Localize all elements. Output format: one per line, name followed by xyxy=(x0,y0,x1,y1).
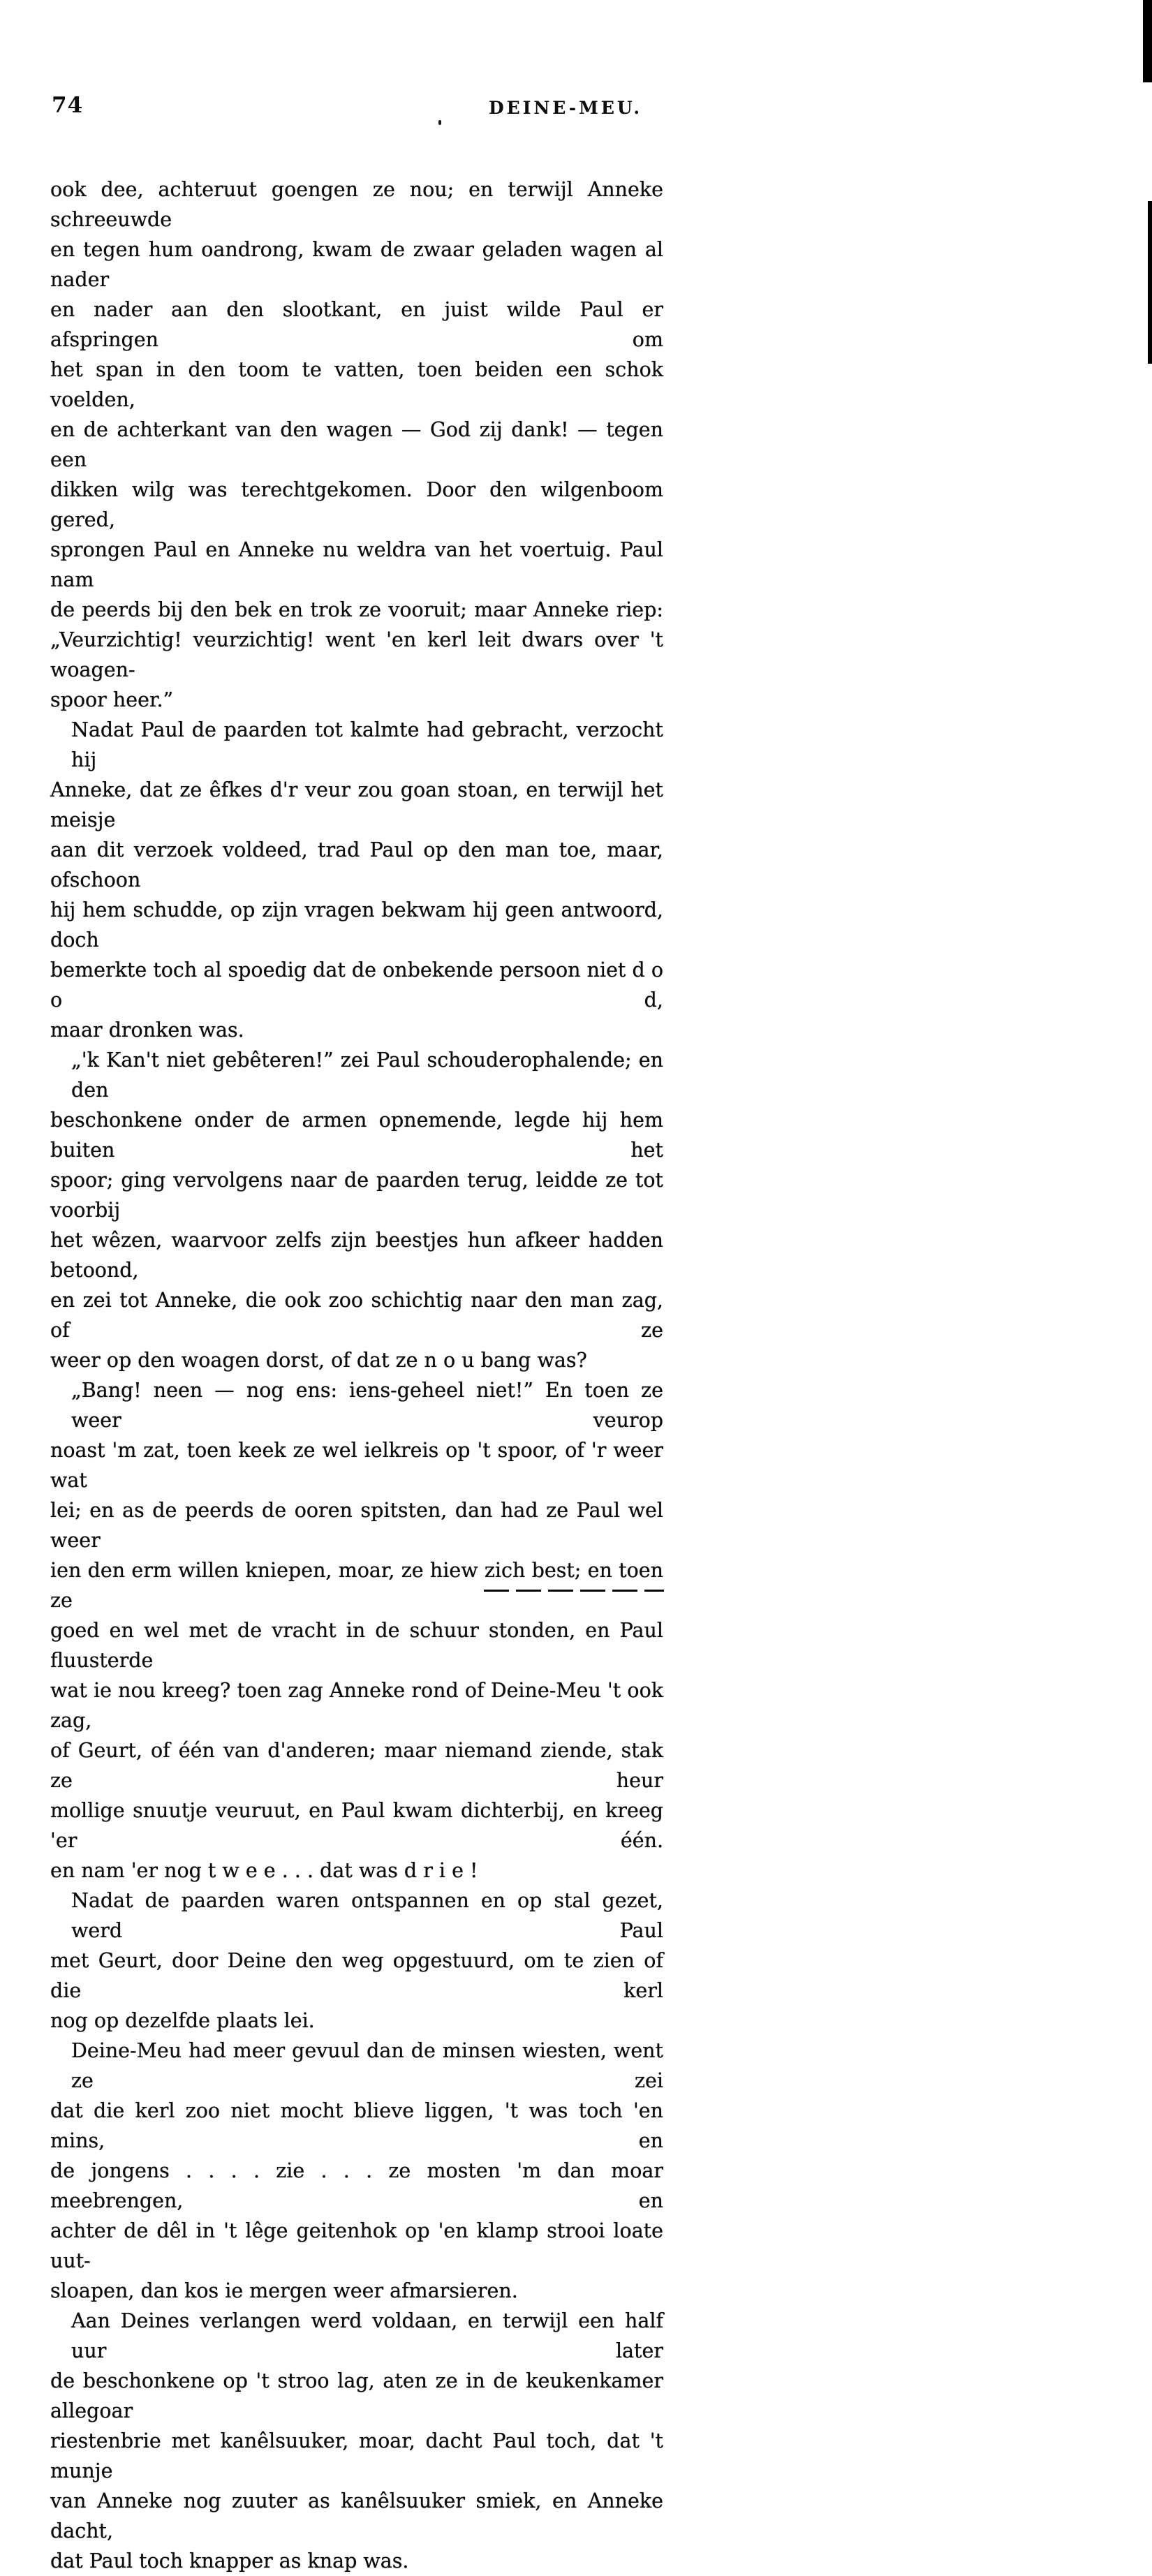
paragraph xyxy=(50,2306,663,2576)
text-line: en nam 'er nog t w e e . . . dat was d r i e ! xyxy=(50,1859,478,1882)
page-number: 74 xyxy=(52,93,84,118)
text-line: bemerkte toch al spoedig dat de onbekende persoon niet d o o d, xyxy=(50,958,663,1012)
text-line: sloapen, dan kos ie mergen weer afmarsieren. xyxy=(50,2279,518,2302)
scan-artifact-bar-mid xyxy=(1148,201,1152,364)
text-line: spoor; ging vervolgens naar de paarden terug, leidde ze tot voorbij xyxy=(50,1169,663,1222)
text-line: de beschonkene op 't stroo lag, aten ze in de keukenkamer allegoar xyxy=(50,2369,663,2422)
text-line: ook dee, achteruut goengen ze nou; en terwijl Anneke schreeuwde xyxy=(50,178,663,231)
text-line: dikken wilg was terechtgekomen. Door den wilgenboom gered, xyxy=(50,478,663,531)
text-line: „Bang! neen — nog ens: iens-geheel niet!” En toen ze weer veurop xyxy=(71,1379,663,1432)
text-line: „Veurzichtig! veurzichtig! went 'en kerl leit dwars over 't woagen- xyxy=(50,628,663,681)
text-line: dat Paul toch knapper as knap was. xyxy=(50,2549,409,2573)
paragraph xyxy=(50,1045,663,1375)
text-line: de jongens . . . . zie . . . ze mosten 'm dan moar meebrengen, en xyxy=(50,2159,663,2212)
text-line: Nadat de paarden waren ontspannen en op stal gezet, werd Paul xyxy=(71,1889,663,1942)
scan-artifact-speck xyxy=(438,120,441,125)
paragraph xyxy=(50,175,663,715)
text-line: nog op dezelfde plaats lei. xyxy=(50,2009,315,2032)
text-line: dat die kerl zoo niet mocht blieve liggen, 't was toch 'en mins, en xyxy=(50,2099,663,2152)
paragraph xyxy=(50,1886,663,2036)
text-line: riestenbrie met kanêlsuuker, moar, dacht Paul toch, dat 't munje xyxy=(50,2429,663,2482)
text-line: noast 'm zat, toen keek ze wel ielkreis op 't spoor, of 'r weer wat xyxy=(50,1439,663,1492)
text-line: van Anneke nog zuuter as kanêlsuuker smiek, en Anneke dacht, xyxy=(50,2489,663,2542)
text-line: maar dronken was. xyxy=(50,1019,244,1042)
scan-artifact-bar-top xyxy=(1143,0,1152,82)
text-line: Anneke, dat ze êfkes d'r veur zou goan stoan, en terwijl het meisje xyxy=(50,778,663,831)
text-line: Aan Deines verlangen werd voldaan, en terwijl een half uur later xyxy=(71,2309,663,2362)
text-line: de peerds bij den bek en trok ze vooruit; maar Anneke riep: xyxy=(50,598,663,621)
text-line: en nader aan den slootkant, en juist wilde Paul er afspringen om xyxy=(50,298,663,351)
text-line: en tegen hum oandrong, kwam de zwaar geladen wagen al nader xyxy=(50,238,663,291)
text-line: het span in den toom te vatten, toen beiden een schok voelden, xyxy=(50,358,663,411)
paragraph xyxy=(50,715,663,1045)
text-line: of Geurt, of één van d'anderen; maar niemand ziende, stak ze heur xyxy=(50,1739,663,1792)
text-line: en zei tot Anneke, die ook zoo schichtig naar den man zag, of ze xyxy=(50,1289,663,1342)
section-end-rule xyxy=(484,1590,664,1592)
text-line: weer op den woagen dorst, of dat ze n o u bang was? xyxy=(50,1349,587,1372)
text-block xyxy=(50,175,663,2576)
text-line: ien den erm willen kniepen, moar, ze hiew zich best; en toen ze xyxy=(50,1559,663,1612)
text-line: het wêzen, waarvoor zelfs zijn beestjes hun afkeer hadden betoond, xyxy=(50,1229,663,1282)
text-line: met Geurt, door Deine den weg opgestuurd, om te zien of die kerl xyxy=(50,1949,663,2002)
text-line: achter de dêl in 't lêge geitenhok op 'en klamp strooi loate uut- xyxy=(50,2219,663,2272)
paragraph xyxy=(50,2036,663,2306)
text-line: en de achterkant van den wagen — God zij dank! — tegen een xyxy=(50,418,663,471)
text-line: aan dit verzoek voldeed, trad Paul op den man toe, maar, ofschoon xyxy=(50,838,663,891)
running-title: DEINE-MEU. xyxy=(489,98,643,118)
text-line: Nadat Paul de paarden tot kalmte had gebracht, verzocht hij xyxy=(71,718,663,771)
text-line: hij hem schudde, op zijn vragen bekwam hij geen antwoord, doch xyxy=(50,898,663,952)
text-line: Deine-Meu had meer gevuul dan de minsen wiesten, went ze zei xyxy=(71,2039,663,2092)
text-line: lei; en as de peerds de ooren spitsten, dan had ze Paul wel weer xyxy=(50,1499,663,1552)
text-line: wat ie nou kreeg? toen zag Anneke rond of Deine-Meu 't ook zag, xyxy=(50,1679,663,1732)
text-line: beschonkene onder de armen opnemende, legde hij hem buiten het xyxy=(50,1109,663,1162)
paragraph xyxy=(50,1375,663,1886)
text-line: mollige snuutje veuruut, en Paul kwam dichterbij, en kreeg 'er één. xyxy=(50,1799,663,1852)
text-line: sprongen Paul en Anneke nu weldra van het voertuig. Paul nam xyxy=(50,538,663,591)
text-line: „'k Kan't niet gebêteren!” zei Paul schouderophalende; en den xyxy=(71,1049,663,1102)
text-line: spoor heer.” xyxy=(50,688,174,711)
text-line: goed en wel met de vracht in de schuur stonden, en Paul fluusterde xyxy=(50,1619,663,1672)
